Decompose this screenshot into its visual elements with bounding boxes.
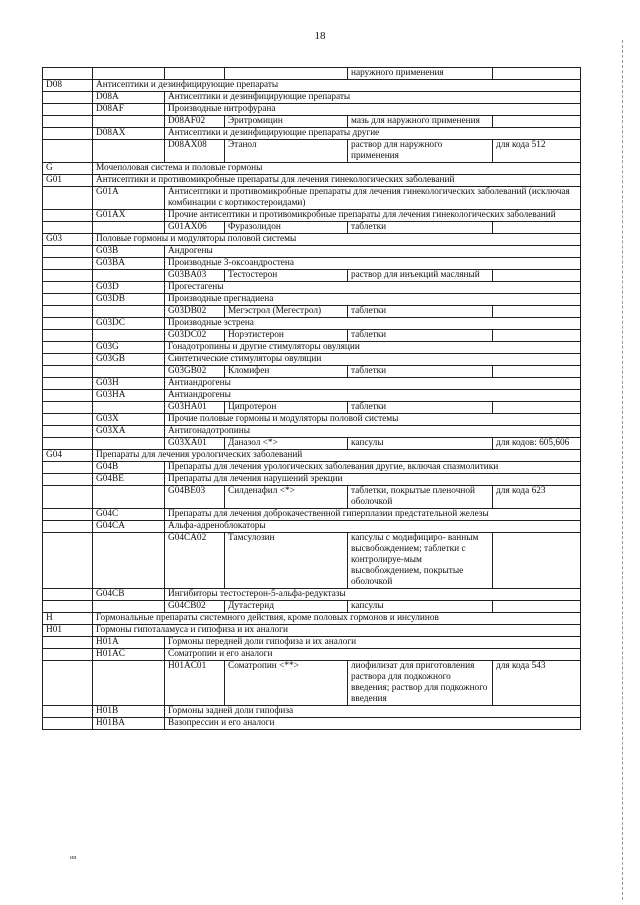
empty-cell: [43, 140, 93, 163]
atc-subgroup-title: Гормоны передней доли гипофиза и их аналоги: [165, 637, 581, 649]
empty-cell: [43, 521, 93, 533]
atc-subgroup-code: G03G: [93, 342, 165, 354]
drug-name: Тестостерон: [225, 270, 348, 282]
atc-group-title: Половые гормоны и модуляторы половой системы: [93, 234, 581, 246]
dosage-form: мазь для наружного применения: [348, 116, 493, 128]
dosage-form: таблетки: [348, 402, 493, 414]
atc-subgroup-title: Гормоны задней доли гипофиза: [165, 706, 581, 718]
drug-code: D08AF02: [165, 116, 225, 128]
table-row: [43, 294, 581, 306]
atc-group-title: Гормоны гипоталамуса и гипофиза и их аналоги: [93, 625, 581, 637]
empty-cell: [43, 246, 93, 258]
dosage-form: раствор для инъекций масляный: [348, 270, 493, 282]
empty-cell: [43, 426, 93, 438]
drug-name: Эритромицин: [225, 116, 348, 128]
drug-note: [493, 68, 581, 80]
drug-code: H01AC01: [165, 661, 225, 706]
atc-group-title: Препараты для лечения урологических заболеваний: [93, 450, 581, 462]
table-row: [43, 116, 581, 128]
empty-cell: [93, 533, 165, 589]
empty-cell: [93, 366, 165, 378]
drug-code: G03XA01: [165, 438, 225, 450]
empty-cell: [93, 486, 165, 509]
empty-cell: [43, 509, 93, 521]
dosage-form: капсулы: [348, 438, 493, 450]
dosage-form: таблетки: [348, 222, 493, 234]
dosage-form: таблетки, покрытые пленочной оболочкой: [348, 486, 493, 509]
table-row: [43, 450, 581, 462]
dosage-form: раствор для наружного применения: [348, 140, 493, 163]
dosage-form: таблетки: [348, 366, 493, 378]
atc-subgroup-title: Антигонадотропины: [165, 426, 581, 438]
drug-code: [165, 68, 225, 80]
drug-name: Дутастерид: [225, 601, 348, 613]
dosage-form: капсулы: [348, 601, 493, 613]
drug-code: D08AX08: [165, 140, 225, 163]
table-row: [43, 366, 581, 378]
empty-cell: [43, 474, 93, 486]
table-row: [43, 378, 581, 390]
empty-cell: [43, 378, 93, 390]
atc-subgroup-code: H01BA: [93, 718, 165, 730]
atc-subgroup-code: G03DC: [93, 318, 165, 330]
atc-subgroup-code: G03XA: [93, 426, 165, 438]
atc-subgroup-code: G04CA: [93, 521, 165, 533]
atc-subgroup-code: H01AC: [93, 649, 165, 661]
empty-cell: [93, 306, 165, 318]
empty-cell: [43, 649, 93, 661]
atc-subgroup-title: Препараты для лечения доброкачественной гиперплазии предстательной железы: [165, 509, 581, 521]
empty-cell: [93, 438, 165, 450]
drug-list-table: [42, 67, 581, 730]
atc-group-title: Гормональные препараты системного действия, кроме половых гормонов и инсулинов: [93, 613, 581, 625]
table-row: [43, 486, 581, 509]
drug-note: для кода 623: [493, 486, 581, 509]
drug-list-table-container: [42, 67, 580, 730]
empty-cell: [43, 706, 93, 718]
empty-cell: [43, 661, 93, 706]
table-row: [43, 706, 581, 718]
table-row: [43, 438, 581, 450]
empty-cell: [93, 330, 165, 342]
atc-subgroup-title: Антиандрогены: [165, 390, 581, 402]
drug-note: [493, 366, 581, 378]
table-row: [43, 246, 581, 258]
drug-note: для кодов: 605,606: [493, 438, 581, 450]
atc-group-code: G04: [43, 450, 93, 462]
table-row: [43, 354, 581, 366]
empty-cell: [93, 601, 165, 613]
atc-subgroup-title: Производные эстрена: [165, 318, 581, 330]
table-row: [43, 330, 581, 342]
scan-edge-divider: [622, 40, 624, 900]
atc-group-title: Антисептики и противомикробные препараты для лечения гинекологических заболеваний: [93, 175, 581, 187]
atc-group-code: D08: [43, 80, 93, 92]
atc-subgroup-code: D08A: [93, 92, 165, 104]
atc-subgroup-code: G01A: [93, 187, 165, 210]
empty-cell: [93, 140, 165, 163]
empty-cell: [43, 589, 93, 601]
atc-subgroup-code: G03D: [93, 282, 165, 294]
atc-subgroup-code: G04C: [93, 509, 165, 521]
empty-cell: [43, 68, 93, 80]
empty-cell: [43, 128, 93, 140]
atc-subgroup-code: G01AX: [93, 210, 165, 222]
table-row: [43, 318, 581, 330]
atc-subgroup-title: Препараты для лечения урологических заболевания другие, включая спазмолитики: [165, 462, 581, 474]
atc-subgroup-code: G03DB: [93, 294, 165, 306]
atc-subgroup-code: D08AX: [93, 128, 165, 140]
table-row: [43, 426, 581, 438]
empty-cell: [43, 330, 93, 342]
empty-cell: [43, 318, 93, 330]
atc-group-code: G01: [43, 175, 93, 187]
atc-subgroup-code: G03H: [93, 378, 165, 390]
drug-name: Этанол: [225, 140, 348, 163]
drug-code: G03DB02: [165, 306, 225, 318]
drug-name: [225, 68, 348, 80]
drug-note: [493, 116, 581, 128]
atc-subgroup-title: Производные прегнадиена: [165, 294, 581, 306]
table-row: [43, 661, 581, 706]
empty-cell: [43, 438, 93, 450]
drug-note: [493, 222, 581, 234]
table-row: [43, 80, 581, 92]
atc-subgroup-title: Гонадотропины и другие стимуляторы овуляции: [165, 342, 581, 354]
atc-subgroup-title: Ингибиторы тестостерон-5-альфа-редуктазы: [165, 589, 581, 601]
atc-subgroup-code: G04CB: [93, 589, 165, 601]
dosage-form: лиофилизат для приготовления раствора для подкожного введения; раствор для подкожного введения: [348, 661, 493, 706]
table-row: [43, 222, 581, 234]
atc-subgroup-code: G03B: [93, 246, 165, 258]
drug-note: [493, 306, 581, 318]
table-row: [43, 601, 581, 613]
atc-subgroup-title: Антиандрогены: [165, 378, 581, 390]
empty-cell: [43, 210, 93, 222]
empty-cell: [93, 68, 165, 80]
atc-subgroup-code: H01B: [93, 706, 165, 718]
empty-cell: [93, 661, 165, 706]
empty-cell: [43, 414, 93, 426]
atc-subgroup-code: D08AF: [93, 104, 165, 116]
empty-cell: [43, 187, 93, 210]
table-row: [43, 589, 581, 601]
table-row: [43, 210, 581, 222]
atc-group-title: Мочеполовая система и половые гормоны: [93, 163, 581, 175]
table-row: [43, 68, 581, 80]
drug-name: Силденафил <*>: [225, 486, 348, 509]
table-row: [43, 474, 581, 486]
table-row: [43, 258, 581, 270]
table-row: [43, 163, 581, 175]
atc-subgroup-title: Синтетические стимуляторы овуляции: [165, 354, 581, 366]
drug-note: [493, 601, 581, 613]
atc-subgroup-code: G03GB: [93, 354, 165, 366]
empty-cell: [43, 354, 93, 366]
drug-code: G03DC02: [165, 330, 225, 342]
table-row: [43, 128, 581, 140]
empty-cell: [43, 116, 93, 128]
atc-group-code: G03: [43, 234, 93, 246]
drug-note: [493, 270, 581, 282]
empty-cell: [43, 258, 93, 270]
table-row: [43, 613, 581, 625]
atc-subgroup-title: Антисептики и дезинфицирующие препараты другие: [165, 128, 581, 140]
drug-name: Тамсулозин: [225, 533, 348, 589]
atc-subgroup-code: G03BA: [93, 258, 165, 270]
table-row: [43, 521, 581, 533]
atc-subgroup-title: Антисептики и дезинфицирующие препараты: [165, 92, 581, 104]
atc-subgroup-title: Прочие половые гормоны и модуляторы половой системы: [165, 414, 581, 426]
table-row: [43, 462, 581, 474]
drug-code: G04CA02: [165, 533, 225, 589]
atc-group-title: Антисептики и дезинфицирующие препараты: [93, 80, 581, 92]
table-row: [43, 187, 581, 210]
drug-code: G03GB02: [165, 366, 225, 378]
drug-note: [493, 330, 581, 342]
drug-name: Норэтистерон: [225, 330, 348, 342]
empty-cell: [43, 294, 93, 306]
atc-group-code: G: [43, 163, 93, 175]
atc-subgroup-code: G03X: [93, 414, 165, 426]
atc-subgroup-title: Вазопрессин и его аналоги: [165, 718, 581, 730]
table-row: [43, 718, 581, 730]
atc-group-code: H01: [43, 625, 93, 637]
empty-cell: [43, 306, 93, 318]
empty-cell: [43, 462, 93, 474]
drug-code: G04CB02: [165, 601, 225, 613]
table-row: [43, 637, 581, 649]
empty-cell: [43, 601, 93, 613]
table-row: [43, 533, 581, 589]
atc-subgroup-code: G04BE: [93, 474, 165, 486]
atc-subgroup-code: H01A: [93, 637, 165, 649]
empty-cell: [93, 402, 165, 414]
empty-cell: [43, 402, 93, 414]
table-row: [43, 509, 581, 521]
table-body: [43, 68, 581, 730]
drug-code: G03HA01: [165, 402, 225, 414]
table-row: [43, 306, 581, 318]
drug-name: Ципротерон: [225, 402, 348, 414]
empty-cell: [43, 637, 93, 649]
empty-cell: [43, 533, 93, 589]
empty-cell: [93, 270, 165, 282]
table-row: [43, 649, 581, 661]
dosage-form: капсулы с модифициро- ванным высвобождением; таблетки с контролируе-мым высвобождением, покрытые оболочкой: [348, 533, 493, 589]
atc-subgroup-title: Производные 3-оксоандростена: [165, 258, 581, 270]
table-row: [43, 104, 581, 116]
table-row: [43, 414, 581, 426]
drug-name: Соматропин <**>: [225, 661, 348, 706]
dosage-form: таблетки: [348, 330, 493, 342]
table-row: [43, 625, 581, 637]
empty-cell: [43, 366, 93, 378]
empty-cell: [43, 718, 93, 730]
atc-subgroup-code: G03HA: [93, 390, 165, 402]
atc-subgroup-title: Соматропин и его аналоги: [165, 649, 581, 661]
drug-code: G01AX06: [165, 222, 225, 234]
dosage-form: таблетки: [348, 306, 493, 318]
empty-cell: [93, 116, 165, 128]
atc-subgroup-title: Андрогены: [165, 246, 581, 258]
drug-note: [493, 533, 581, 589]
dosage-form: наружного применения: [348, 68, 493, 80]
table-row: [43, 140, 581, 163]
empty-cell: [43, 486, 93, 509]
footer-mark: ии: [70, 855, 77, 861]
table-row: [43, 282, 581, 294]
drug-note: для кода 512: [493, 140, 581, 163]
table-row: [43, 234, 581, 246]
atc-subgroup-title: Препараты для лечения нарушений эрекции: [165, 474, 581, 486]
empty-cell: [43, 390, 93, 402]
atc-subgroup-code: G04B: [93, 462, 165, 474]
table-row: [43, 175, 581, 187]
atc-subgroup-title: Антисептики и противомикробные препараты для лечения гинекологических заболеваний (исключая комбинации с кортикостероидами): [165, 187, 581, 210]
empty-cell: [43, 222, 93, 234]
atc-subgroup-title: Прогестагены: [165, 282, 581, 294]
drug-name: Мегэстрол (Мегестрол): [225, 306, 348, 318]
drug-name: Даназол <*>: [225, 438, 348, 450]
drug-note: [493, 402, 581, 414]
table-row: [43, 92, 581, 104]
empty-cell: [93, 222, 165, 234]
drug-name: Кломифен: [225, 366, 348, 378]
page-number: 18: [314, 30, 326, 42]
empty-cell: [43, 92, 93, 104]
table-row: [43, 402, 581, 414]
table-row: [43, 270, 581, 282]
table-row: [43, 390, 581, 402]
empty-cell: [43, 270, 93, 282]
empty-cell: [43, 104, 93, 116]
atc-subgroup-title: Прочие антисептики и противомикробные препараты для лечения гинекологических заболеваний: [165, 210, 581, 222]
atc-subgroup-title: Производные нитрофурана: [165, 104, 581, 116]
atc-group-code: H: [43, 613, 93, 625]
drug-name: Фуразолидон: [225, 222, 348, 234]
table-row: [43, 342, 581, 354]
drug-code: G03BA03: [165, 270, 225, 282]
empty-cell: [43, 282, 93, 294]
atc-subgroup-title: Альфа-адреноблокаторы: [165, 521, 581, 533]
empty-cell: [43, 342, 93, 354]
drug-code: G04BE03: [165, 486, 225, 509]
drug-note: для кода 543: [493, 661, 581, 706]
